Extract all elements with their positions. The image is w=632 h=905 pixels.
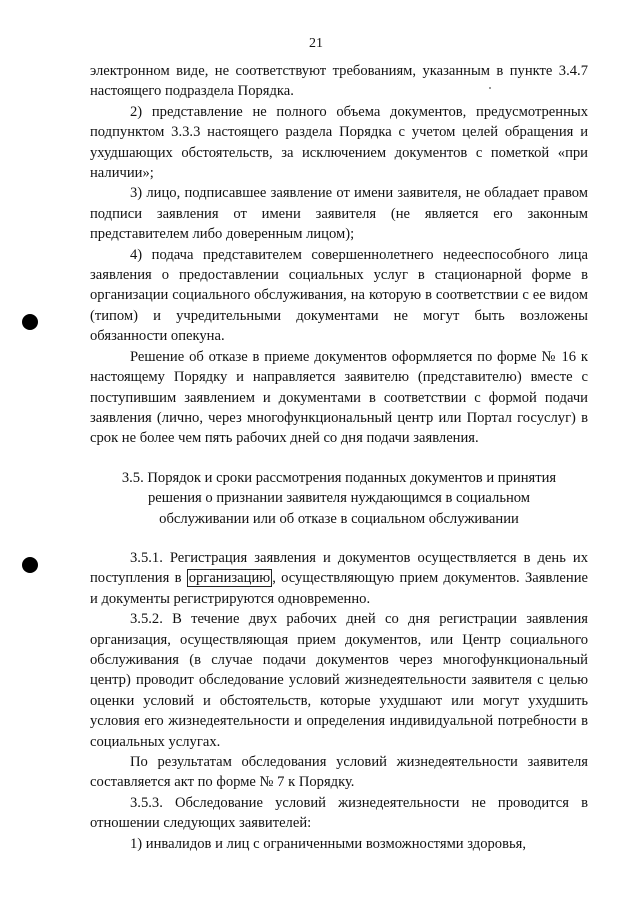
paragraph: 1) инвалидов и лиц с ограниченными возможностями здоровья, [130, 835, 526, 852]
text-fragment: , осуществляющую прием документов. Заявление и документы регистрируются одновременно. [90, 570, 588, 607]
paragraph: По результатам обследования условий жизнедеятельности заявителя составляется акт по форме № 7 к Порядку. [90, 754, 588, 791]
boxed-word: организацию [188, 570, 271, 587]
paragraph: 3.5.3. Обследование условий жизнедеятельности не проводится в отношении следующих заявителей: [90, 794, 588, 832]
document-body [90, 61, 588, 854]
section-heading: 3.5. Порядок и сроки рассмотрения поданных документов и принятия решения о признании заявителя нуждающимся в социальном обслуживании или об отказе в социальном обслуживании [121, 469, 557, 527]
punch-hole-mark [22, 557, 38, 573]
text-fragment: 3.5.1. Регистрация заявления и документов осуществляется в день их поступления в [90, 549, 588, 587]
paragraph: 2) представление не полного объема документов, предусмотренных подпунктом 3.3.3 настоящего раздела Порядка с учетом целей обращения и ухудшающих обстоятельств, за исключением документов с пометкой «при наличии»; [90, 103, 588, 182]
paragraph: Решение об отказе в приеме документов оформляется по форме № 16 к настоящему Порядку и направляется заявителю (представителю) вместе с поступившим заявлением и документами в соответствии с формой подачи заявления (лично, через многофункциональный центр или Портал госуслуг) в срок не более чем пять рабочих дней со дня подачи заявления. [90, 348, 588, 447]
page-number: 21 [309, 36, 323, 51]
punch-hole-mark [22, 314, 38, 330]
paragraph: 4) подача представителем совершеннолетнего недееспособного лица заявления о предоставлении социальных услуг в стационарной форме в организации социального обслуживания, на которую в соответствии с ее видом (типом) и учредительными документами не могут быть возложены обязанности опекуна. [90, 246, 588, 345]
paragraph: 3.5.2. В течение двух рабочих дней со дня регистрации заявления организация, осуществляющая прием документов, или Центр социального обслуживания (в случае подачи документов через многофункциональный центр) проводит обследование условий жизнедеятельности заявителя с целью оценки условий и обстоятельств, которые ухудшают или могут ухудшить условия его жизнедеятельности и определения индивидуальной потребности в социальных услугах. [90, 611, 588, 750]
paragraph: электронном виде, не соответствуют требованиям, указанным в пункте 3.4.7 настоящего подраздела Порядка. [90, 63, 588, 100]
paragraph-3-5-1 [90, 548, 588, 609]
paragraph: 3) лицо, подписавшее заявление от имени заявителя, не обладает правом подписи заявления от имени заявителя (не является его законным представителем либо доверенным лицом); [90, 185, 588, 243]
